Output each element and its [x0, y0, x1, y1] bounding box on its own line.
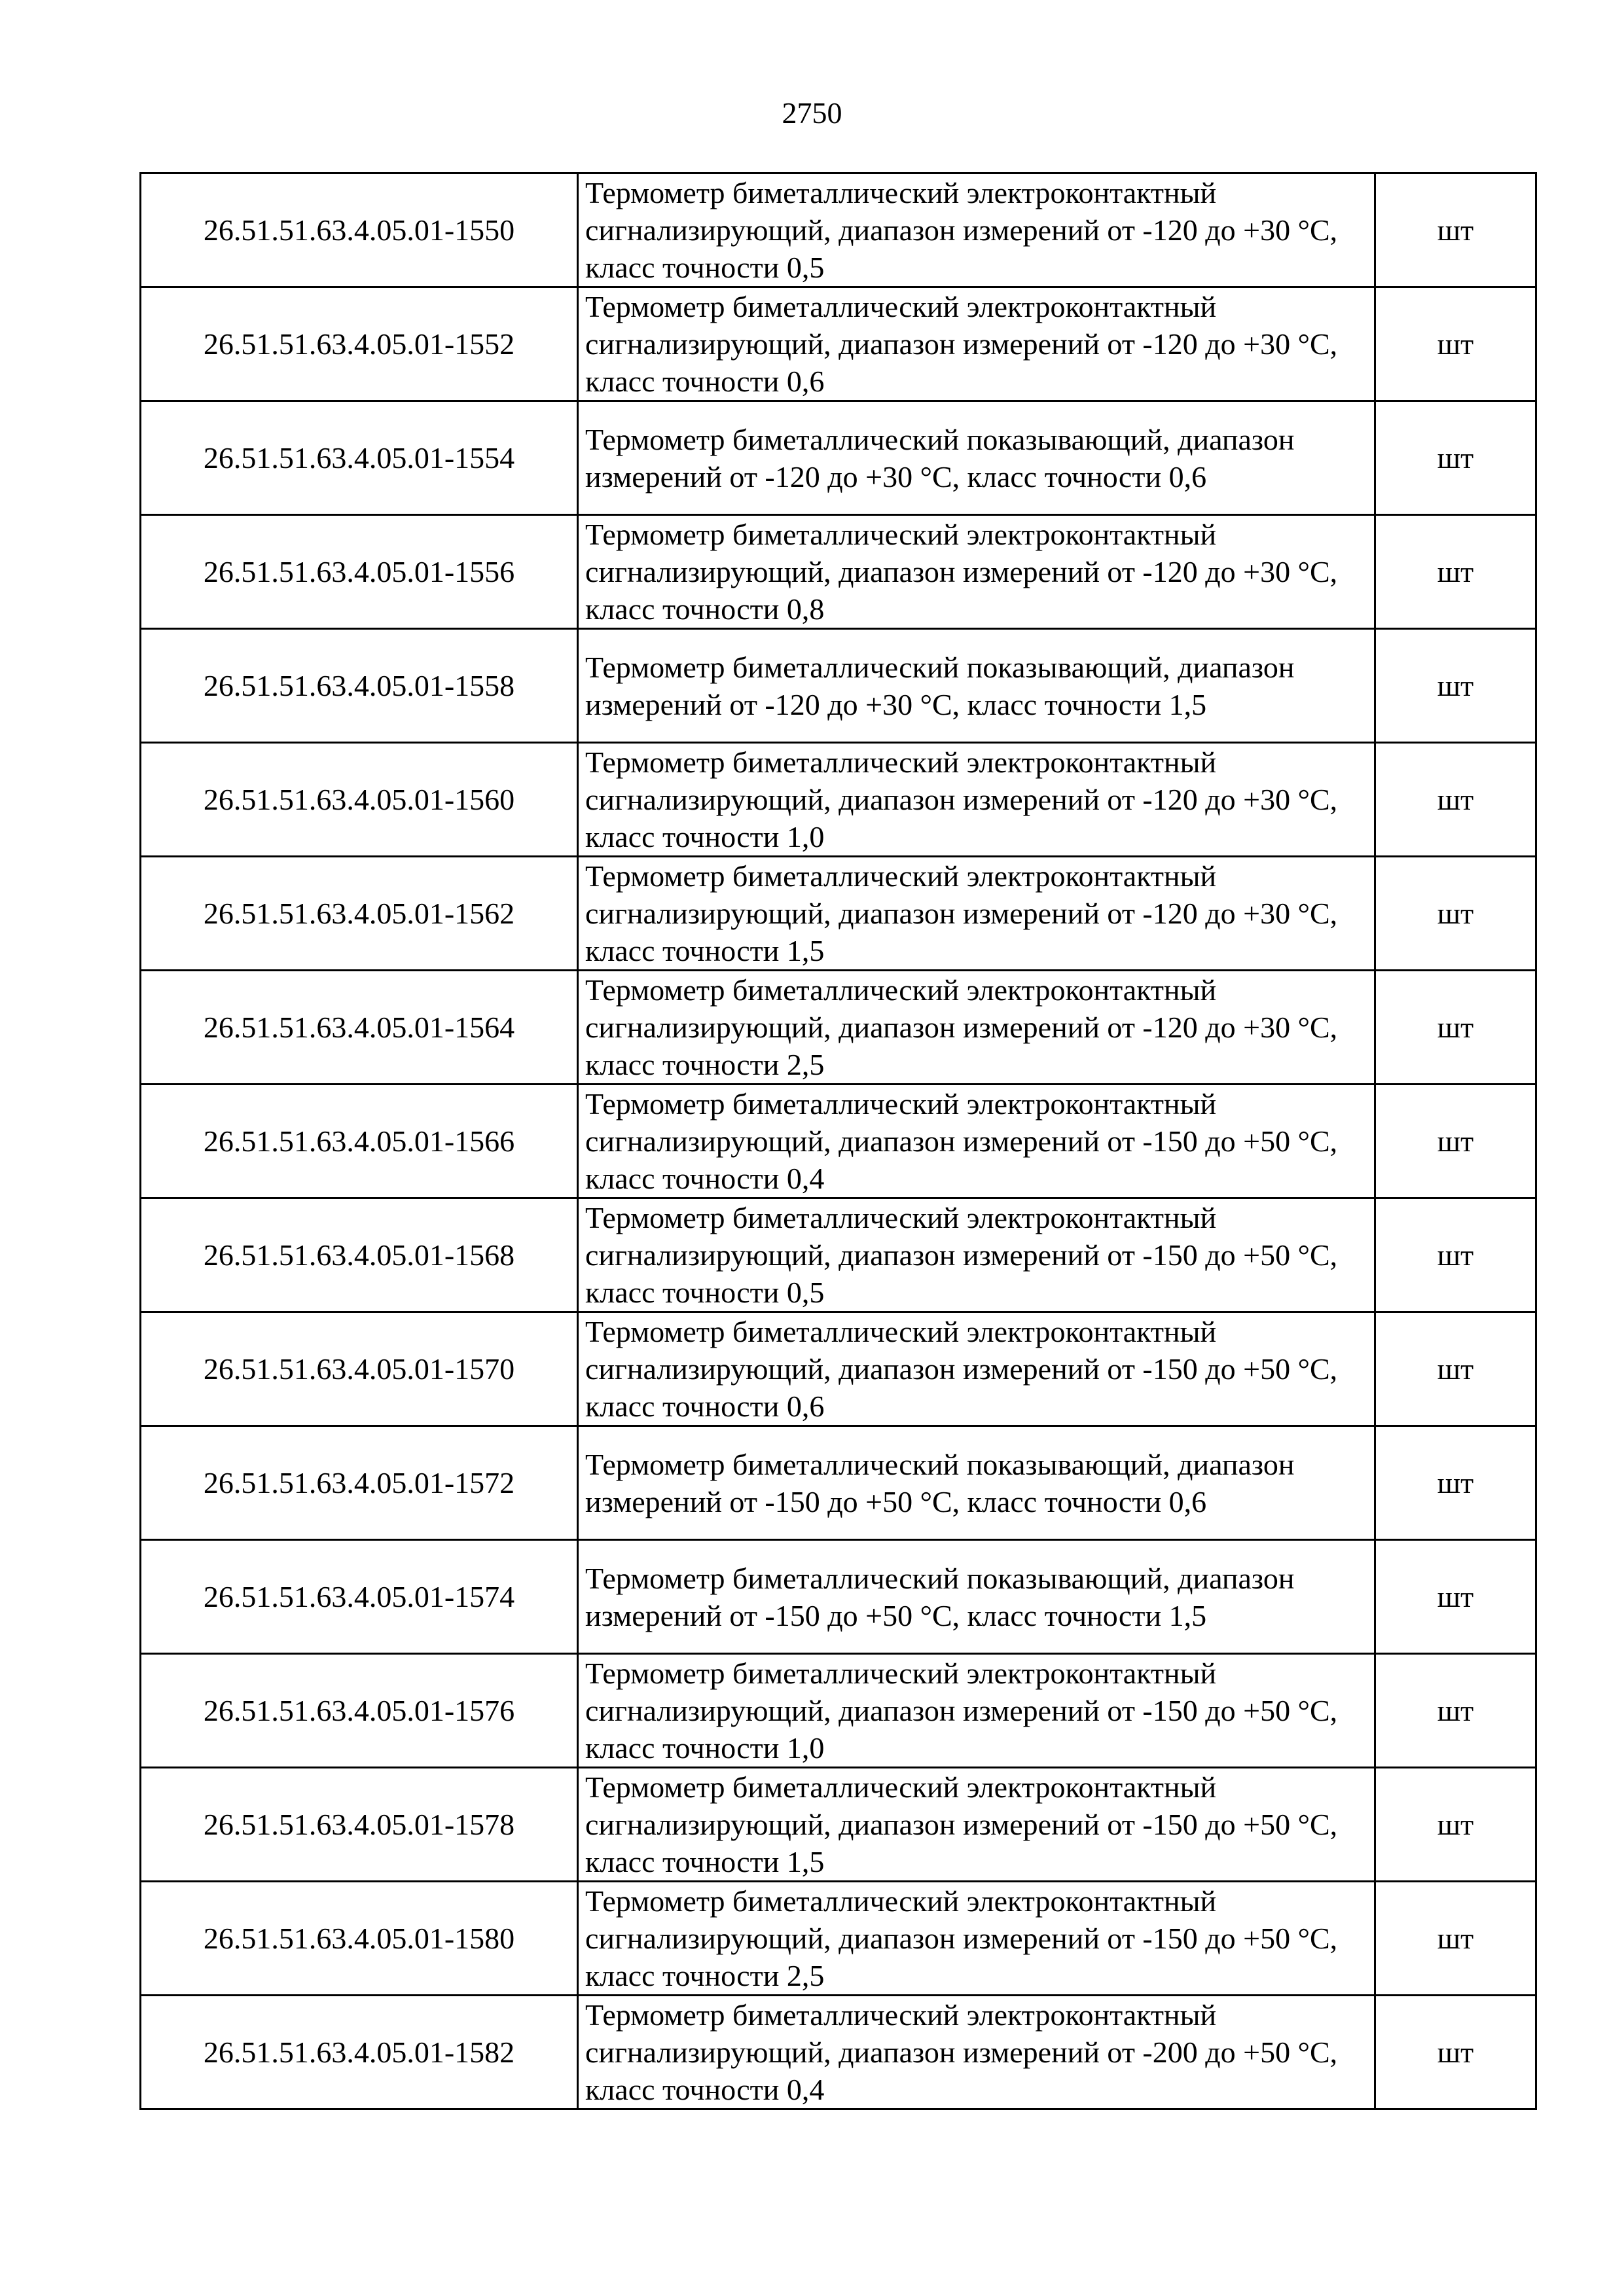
item-unit-cell: шт [1375, 173, 1536, 287]
item-description-cell: Термометр биметаллический электроконтактный сигнализирующий, диапазон измерений от -120 до +30 °С, класс точности 0,5 [578, 173, 1375, 287]
table-row [141, 1085, 1536, 1198]
item-description-cell: Термометр биметаллический электроконтактный сигнализирующий, диапазон измерений от -200 до +50 °С, класс точности 0,4 [578, 1996, 1375, 2109]
item-code-cell: 26.51.51.63.4.05.01-1576 [141, 1654, 578, 1768]
table-body [141, 173, 1536, 2109]
item-description-cell: Термометр биметаллический электроконтактный сигнализирующий, диапазон измерений от -150 до +50 °С, класс точности 1,5 [578, 1768, 1375, 1882]
item-code-cell: 26.51.51.63.4.05.01-1564 [141, 971, 578, 1085]
item-description-cell: Термометр биметаллический электроконтактный сигнализирующий, диапазон измерений от -150 до +50 °С, класс точности 1,0 [578, 1654, 1375, 1768]
item-unit-cell: шт [1375, 1996, 1536, 2109]
item-code-cell: 26.51.51.63.4.05.01-1582 [141, 1996, 578, 2109]
item-unit-cell: шт [1375, 287, 1536, 401]
item-code-cell: 26.51.51.63.4.05.01-1566 [141, 1085, 578, 1198]
item-unit-cell: шт [1375, 1198, 1536, 1312]
item-code-cell: 26.51.51.63.4.05.01-1558 [141, 629, 578, 743]
item-code-cell: 26.51.51.63.4.05.01-1552 [141, 287, 578, 401]
item-description-cell: Термометр биметаллический показывающий, диапазон измерений от -150 до +50 °С, класс точности 0,6 [578, 1426, 1375, 1540]
item-code-cell: 26.51.51.63.4.05.01-1578 [141, 1768, 578, 1882]
item-unit-cell: шт [1375, 1540, 1536, 1654]
table-row [141, 515, 1536, 629]
item-unit-cell: шт [1375, 857, 1536, 971]
item-code-cell: 26.51.51.63.4.05.01-1568 [141, 1198, 578, 1312]
table-row [141, 857, 1536, 971]
item-description-cell: Термометр биметаллический электроконтактный сигнализирующий, диапазон измерений от -150 до +50 °С, класс точности 0,5 [578, 1198, 1375, 1312]
item-code-cell: 26.51.51.63.4.05.01-1562 [141, 857, 578, 971]
item-description-cell: Термометр биметаллический электроконтактный сигнализирующий, диапазон измерений от -150 до +50 °С, класс точности 0,6 [578, 1312, 1375, 1426]
table-row [141, 1540, 1536, 1654]
item-unit-cell: шт [1375, 629, 1536, 743]
item-unit-cell: шт [1375, 401, 1536, 515]
table-row [141, 1768, 1536, 1882]
item-code-cell: 26.51.51.63.4.05.01-1570 [141, 1312, 578, 1426]
table-row [141, 173, 1536, 287]
items-table [139, 172, 1537, 2110]
item-unit-cell: шт [1375, 971, 1536, 1085]
item-unit-cell: шт [1375, 1654, 1536, 1768]
table-row [141, 1996, 1536, 2109]
table-row [141, 743, 1536, 857]
table-row [141, 1312, 1536, 1426]
table-row [141, 1882, 1536, 1996]
item-code-cell: 26.51.51.63.4.05.01-1550 [141, 173, 578, 287]
table-row [141, 629, 1536, 743]
item-description-cell: Термометр биметаллический электроконтактный сигнализирующий, диапазон измерений от -120 до +30 °С, класс точности 0,6 [578, 287, 1375, 401]
item-description-cell: Термометр биметаллический электроконтактный сигнализирующий, диапазон измерений от -120 до +30 °С, класс точности 2,5 [578, 971, 1375, 1085]
item-description-cell: Термометр биметаллический электроконтактный сигнализирующий, диапазон измерений от -150 до +50 °С, класс точности 2,5 [578, 1882, 1375, 1996]
item-unit-cell: шт [1375, 1312, 1536, 1426]
table-row [141, 287, 1536, 401]
item-unit-cell: шт [1375, 1426, 1536, 1540]
item-description-cell: Термометр биметаллический электроконтактный сигнализирующий, диапазон измерений от -150 до +50 °С, класс точности 0,4 [578, 1085, 1375, 1198]
item-code-cell: 26.51.51.63.4.05.01-1556 [141, 515, 578, 629]
item-description-cell: Термометр биметаллический показывающий, диапазон измерений от -120 до +30 °С, класс точности 0,6 [578, 401, 1375, 515]
item-code-cell: 26.51.51.63.4.05.01-1560 [141, 743, 578, 857]
item-code-cell: 26.51.51.63.4.05.01-1554 [141, 401, 578, 515]
item-description-cell: Термометр биметаллический электроконтактный сигнализирующий, диапазон измерений от -120 до +30 °С, класс точности 1,5 [578, 857, 1375, 971]
item-code-cell: 26.51.51.63.4.05.01-1580 [141, 1882, 578, 1996]
item-description-cell: Термометр биметаллический электроконтактный сигнализирующий, диапазон измерений от -120 до +30 °С, класс точности 0,8 [578, 515, 1375, 629]
item-unit-cell: шт [1375, 515, 1536, 629]
item-code-cell: 26.51.51.63.4.05.01-1572 [141, 1426, 578, 1540]
item-description-cell: Термометр биметаллический показывающий, диапазон измерений от -120 до +30 °С, класс точности 1,5 [578, 629, 1375, 743]
item-unit-cell: шт [1375, 743, 1536, 857]
table-row [141, 401, 1536, 515]
item-unit-cell: шт [1375, 1085, 1536, 1198]
item-unit-cell: шт [1375, 1768, 1536, 1882]
table-row [141, 1198, 1536, 1312]
item-code-cell: 26.51.51.63.4.05.01-1574 [141, 1540, 578, 1654]
table-row [141, 971, 1536, 1085]
table-row [141, 1426, 1536, 1540]
page-number: 2750 [782, 96, 842, 130]
item-description-cell: Термометр биметаллический электроконтактный сигнализирующий, диапазон измерений от -120 до +30 °С, класс точности 1,0 [578, 743, 1375, 857]
item-description-cell: Термометр биметаллический показывающий, диапазон измерений от -150 до +50 °С, класс точности 1,5 [578, 1540, 1375, 1654]
table-row [141, 1654, 1536, 1768]
item-unit-cell: шт [1375, 1882, 1536, 1996]
